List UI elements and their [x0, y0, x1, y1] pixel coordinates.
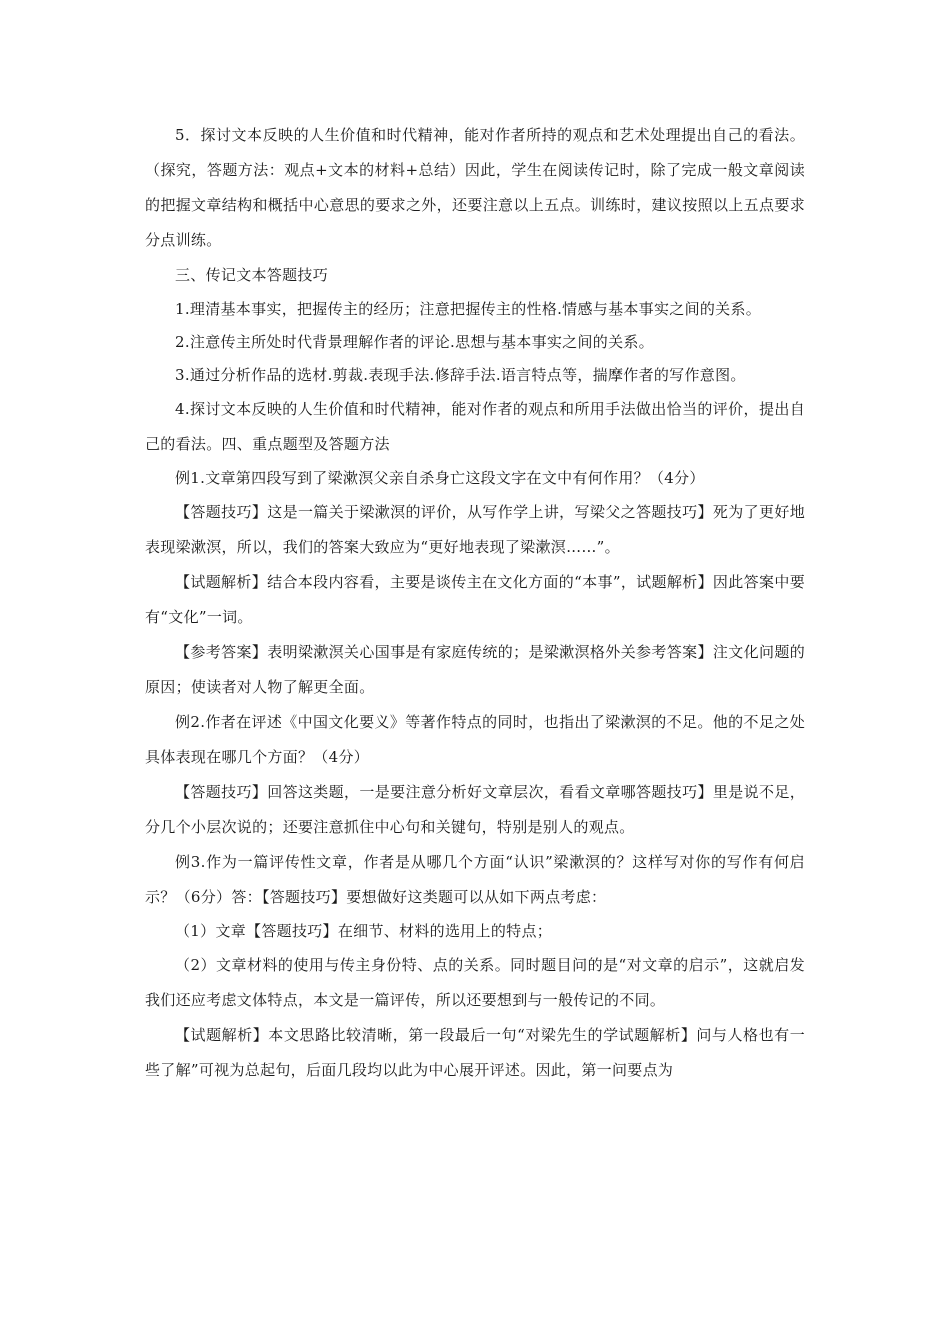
tip-item-4: 4.探讨文本反映的人生价值和时代精神，能对作者的观点和所用手法做出恰当的评价，提出自己的看法。四、重点题型及答题方法 — [145, 400, 805, 453]
tip-item-1: 1.理清基本事实，把握传主的经历；注意把握传主的性格.情感与基本事实之间的关系。 — [175, 300, 762, 318]
example-3-point-1: （1）文章【答题技巧】在细节、材料的选用上的特点； — [175, 922, 553, 940]
example-2-question: 例2.作者在评述《中国文化要义》等著作特点的同时，也指出了梁漱溟的不足。他的不足之处具体表现在哪几个方面？（4分） — [145, 713, 805, 766]
section-heading-3: 三、传记文本答题技巧 — [175, 266, 329, 284]
example-1-analysis: 【试题解析】结合本段内容看，主要是谈传主在文化方面的“本事”，试题解析】因此答案中要有“文化”一词。 — [145, 573, 805, 626]
example-3-analysis: 【试题解析】本文思路比较清晰，第一段最后一句“对梁先生的学试题解析】问与人格也有一些了解”可视为总起句，后面几段均以此为中心展开评述。因此，第一问要点为 — [145, 1026, 805, 1079]
example-3-point-2: （2）文章材料的使用与传主身份特、点的关系。同时题目问的是“对文章的启示”，这就启发我们还应考虑文体特点，本文是一篇评传，所以还要想到与一般传记的不同。 — [145, 956, 805, 1009]
example-1-question: 例1.文章第四段写到了梁漱溟父亲自杀身亡这段文字在文中有何作用？（4分） — [175, 469, 705, 487]
example-1-answer: 【参考答案】表明梁漱溟关心国事是有家庭传统的；是梁漱溟格外关参考答案】注文化问题的原因；使读者对人物了解更全面。 — [145, 643, 805, 696]
tip-item-3: 3.通过分析作品的选材.剪裁.表现手法.修辞手法.语言特点等，揣摩作者的写作意图。 — [175, 366, 746, 384]
example-2-technique: 【答题技巧】回答这类题，一是要注意分析好文章层次，看看文章哪答题技巧】里是说不足，分几个小层次说的；还要注意抓住中心句和关键句，特别是别人的观点。 — [145, 783, 805, 836]
tip-item-2: 2.注意传主所处时代背景理解作者的评论.思想与基本事实之间的关系。 — [175, 333, 654, 351]
example-3-question: 例3.作为一篇评传性文章，作者是从哪几个方面“认识”梁漱溟的？这样写对你的写作有何启示？（6分）答：【答题技巧】要想做好这类题可以从如下两点考虑： — [145, 853, 805, 906]
document-body — [145, 118, 805, 1088]
example-1-technique: 【答题技巧】这是一篇关于梁漱溟的评价，从写作学上讲，写梁父之答题技巧】死为了更好地表现梁漱溟，所以，我们的答案大致应为“更好地表现了梁漱溟……”。 — [145, 503, 805, 556]
paragraph-point-5: 5．探讨文本反映的人生价值和时代精神，能对作者所持的观点和艺术处理提出自己的看法。（探究，答题方法：观点+文本的材料+总结）因此，学生在阅读传记时，除了完成一般文章阅读的把握文章结构和概括中心意思的要求之外，还要注意以上五点。训练时，建议按照以上五点要求分点训练。 — [145, 126, 805, 249]
